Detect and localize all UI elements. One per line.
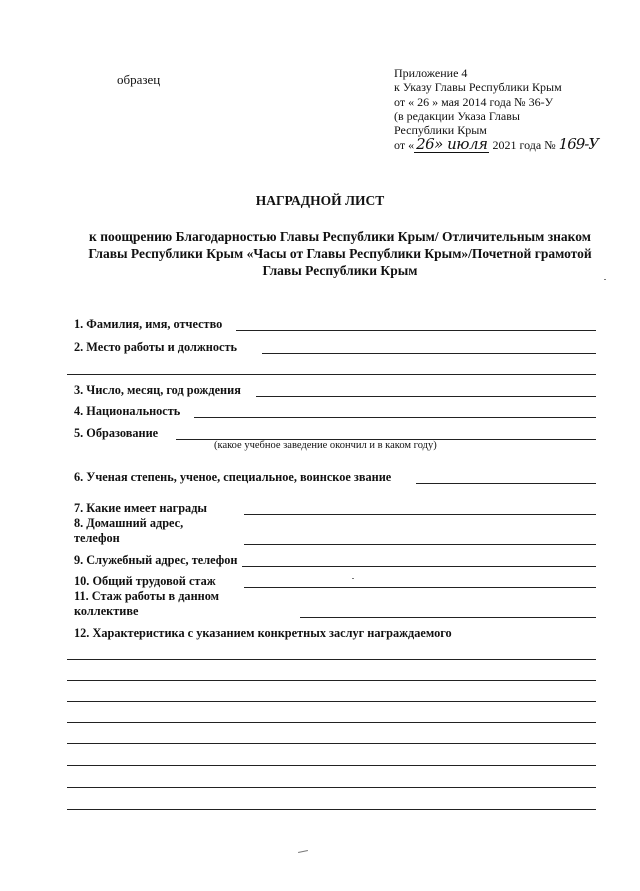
- characteristic-line-3[interactable]: [67, 701, 596, 702]
- characteristic-line-8[interactable]: [67, 809, 596, 810]
- appendix-year-text: 2021 года №: [492, 138, 556, 153]
- characteristic-line-5[interactable]: [67, 743, 596, 744]
- handwritten-number: 169-У: [558, 135, 599, 154]
- field-11-label: 11. Стаж работы в данном: [74, 589, 220, 603]
- characteristic-line-4[interactable]: [67, 722, 596, 723]
- field-10-label: 10. Общий трудовой стаж: [74, 574, 216, 588]
- field-8-label: 8. Домашний адрес,: [74, 516, 184, 530]
- field-9-line[interactable]: [242, 566, 596, 567]
- field-10-line[interactable]: [244, 587, 596, 588]
- field-4-label: 4. Национальность: [74, 404, 181, 418]
- field-11-label-cont: коллективе: [74, 604, 139, 618]
- field-7-label: 7. Какие имеет награды: [74, 501, 208, 515]
- field-3-line[interactable]: [256, 396, 596, 397]
- field-8-label-cont: телефон: [74, 531, 120, 545]
- field-6-line[interactable]: [416, 483, 596, 484]
- scan-speck: [298, 850, 308, 853]
- field-1-line[interactable]: [236, 330, 596, 331]
- field-8-line[interactable]: [244, 544, 596, 545]
- field-7-line[interactable]: [244, 514, 596, 515]
- field-3-label: 3. Число, месяц, год рождения: [74, 383, 241, 397]
- handwritten-date: 26» июля: [416, 135, 488, 154]
- field-5-note: (какое учебное заведение окончил и в каком году): [214, 440, 437, 451]
- sample-label: образец: [117, 72, 161, 87]
- characteristic-line-7[interactable]: [67, 787, 596, 788]
- characteristic-line-1[interactable]: [67, 659, 596, 660]
- field-2-line[interactable]: [262, 353, 596, 354]
- field-2-label: 2. Место работы и должность: [74, 340, 237, 354]
- appendix-line-2: к Указу Главы Республики Крым: [394, 80, 562, 95]
- characteristic-line-2[interactable]: [67, 680, 596, 681]
- field-12-label: 12. Характеристика с указанием конкретных заслуг награждаемого: [74, 626, 452, 640]
- appendix-line-6: [394, 137, 598, 152]
- characteristic-line-6[interactable]: [67, 765, 596, 766]
- field-11-line[interactable]: [300, 617, 596, 618]
- field-9-label: 9. Служебный адрес, телефон: [74, 553, 238, 567]
- document-title: НАГРАДНОЙ ЛИСТ: [255, 193, 385, 208]
- appendix-line-5: Республики Крым: [394, 123, 487, 138]
- appendix-block: [394, 66, 598, 153]
- appendix-line-1: Приложение 4: [394, 66, 468, 80]
- field-4-line[interactable]: [194, 417, 596, 418]
- field-2-line-extra[interactable]: [67, 374, 596, 375]
- field-5-label: 5. Образование: [74, 426, 159, 440]
- appendix-date-prefix: от «: [394, 138, 415, 153]
- scan-speck: [604, 279, 606, 280]
- appendix-line-3: от « 26 » мая 2014 года № 36-У: [394, 94, 554, 109]
- scan-speck: [352, 578, 354, 579]
- field-1-label: 1. Фамилия, имя, отчество: [74, 317, 223, 331]
- document-subtitle: к поощрению Благодарностью Главы Республики Крым/ Отличительным знаком Главы Республики Крым «Часы от Главы Республики Крым»/Почетной грамотой Главы Республики Крым: [88, 229, 592, 278]
- appendix-line-4: (в редакции Указа Главы: [394, 108, 520, 123]
- field-6-label: 6. Ученая степень, ученое, специальное, воинское звание: [74, 470, 392, 484]
